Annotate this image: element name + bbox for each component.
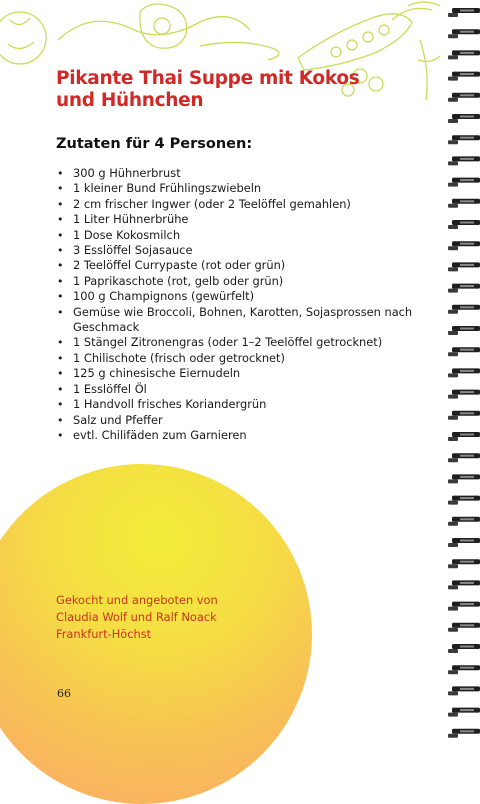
ingredient-item: • 1 Chilischote (frisch oder getrocknet) [56, 351, 426, 366]
binding-loop [448, 559, 480, 568]
binding-loop [448, 93, 480, 102]
ingredient-list [56, 166, 426, 443]
credit-line1: Gekocht und angeboten von [56, 593, 218, 607]
recipe-title [56, 68, 396, 112]
binding-loop [448, 368, 480, 377]
binding-loop [448, 72, 480, 81]
binding-loop [448, 453, 480, 462]
binding-loop [448, 220, 480, 229]
binding-loop [448, 686, 480, 695]
servings-heading: Zutaten für 4 Personen: [56, 136, 253, 152]
ingredient-item: • 2 Teelöffel Currypaste (rot oder grün) [56, 258, 426, 273]
spiral-binding [446, 0, 480, 742]
binding-loop [448, 8, 480, 17]
ingredient-item: • evtl. Chilifäden zum Garnieren [56, 428, 426, 443]
binding-loop [448, 729, 480, 738]
ingredient-item: • 1 Handvoll frisches Koriandergrün [56, 397, 426, 412]
binding-loop [448, 135, 480, 144]
binding-loop [448, 580, 480, 589]
binding-loop [448, 305, 480, 314]
binding-loop [448, 199, 480, 208]
ingredient-item: • Salz und Pfeffer [56, 413, 426, 428]
ingredient-item: • 1 Stängel Zitronengras (oder 1–2 Teelöffel getrocknet) [56, 335, 426, 350]
ingredient-item: • 1 Paprikaschote (rot, gelb oder grün) [56, 274, 426, 289]
ingredient-item: • 100 g Champignons (gewürfelt) [56, 289, 426, 304]
ingredient-item: • 125 g chinesische Eiernudeln [56, 366, 426, 381]
ingredient-item: • 1 kleiner Bund Frühlingszwiebeln [56, 181, 426, 196]
binding-loop [448, 29, 480, 38]
binding-loop [448, 474, 480, 483]
page-number: 66 [57, 687, 71, 700]
binding-loop [448, 644, 480, 653]
credit-line3: Frankfurt-Höchst [56, 627, 152, 641]
ingredient-item: • 2 cm frischer Ingwer (oder 2 Teelöffel gemahlen) [56, 197, 426, 212]
binding-loop [448, 347, 480, 356]
ingredient-item: • 1 Liter Hühnerbrühe [56, 212, 426, 227]
binding-loop [448, 241, 480, 250]
binding-loop [448, 538, 480, 547]
recipe-title-line2: und Hühnchen [56, 90, 204, 111]
recipe-credit [56, 592, 218, 643]
ingredient-item: • 3 Esslöffel Sojasauce [56, 243, 426, 258]
binding-loop [448, 262, 480, 271]
ingredient-item: • 1 Dose Kokosmilch [56, 228, 426, 243]
binding-loop [448, 496, 480, 505]
binding-loop [448, 50, 480, 59]
binding-loop [448, 178, 480, 187]
credit-line2: Claudia Wolf und Ralf Noack [56, 610, 217, 624]
binding-loop [448, 284, 480, 293]
binding-loop [448, 411, 480, 420]
ingredient-item: • Gemüse wie Broccoli, Bohnen, Karotten, Sojasprossen nach Geschmack [56, 305, 426, 336]
ingredient-item: • 1 Esslöffel Öl [56, 382, 426, 397]
binding-loop [448, 390, 480, 399]
binding-loop [448, 602, 480, 611]
recipe-title-line1: Pikante Thai Suppe mit Kokos [56, 68, 360, 89]
binding-loop [448, 665, 480, 674]
binding-loop [448, 708, 480, 717]
binding-loop [448, 156, 480, 165]
binding-loop [448, 517, 480, 526]
binding-loop [448, 114, 480, 123]
binding-loop [448, 623, 480, 632]
ingredient-item: • 300 g Hühnerbrust [56, 166, 426, 181]
binding-loop [448, 326, 480, 335]
binding-loop [448, 432, 480, 441]
